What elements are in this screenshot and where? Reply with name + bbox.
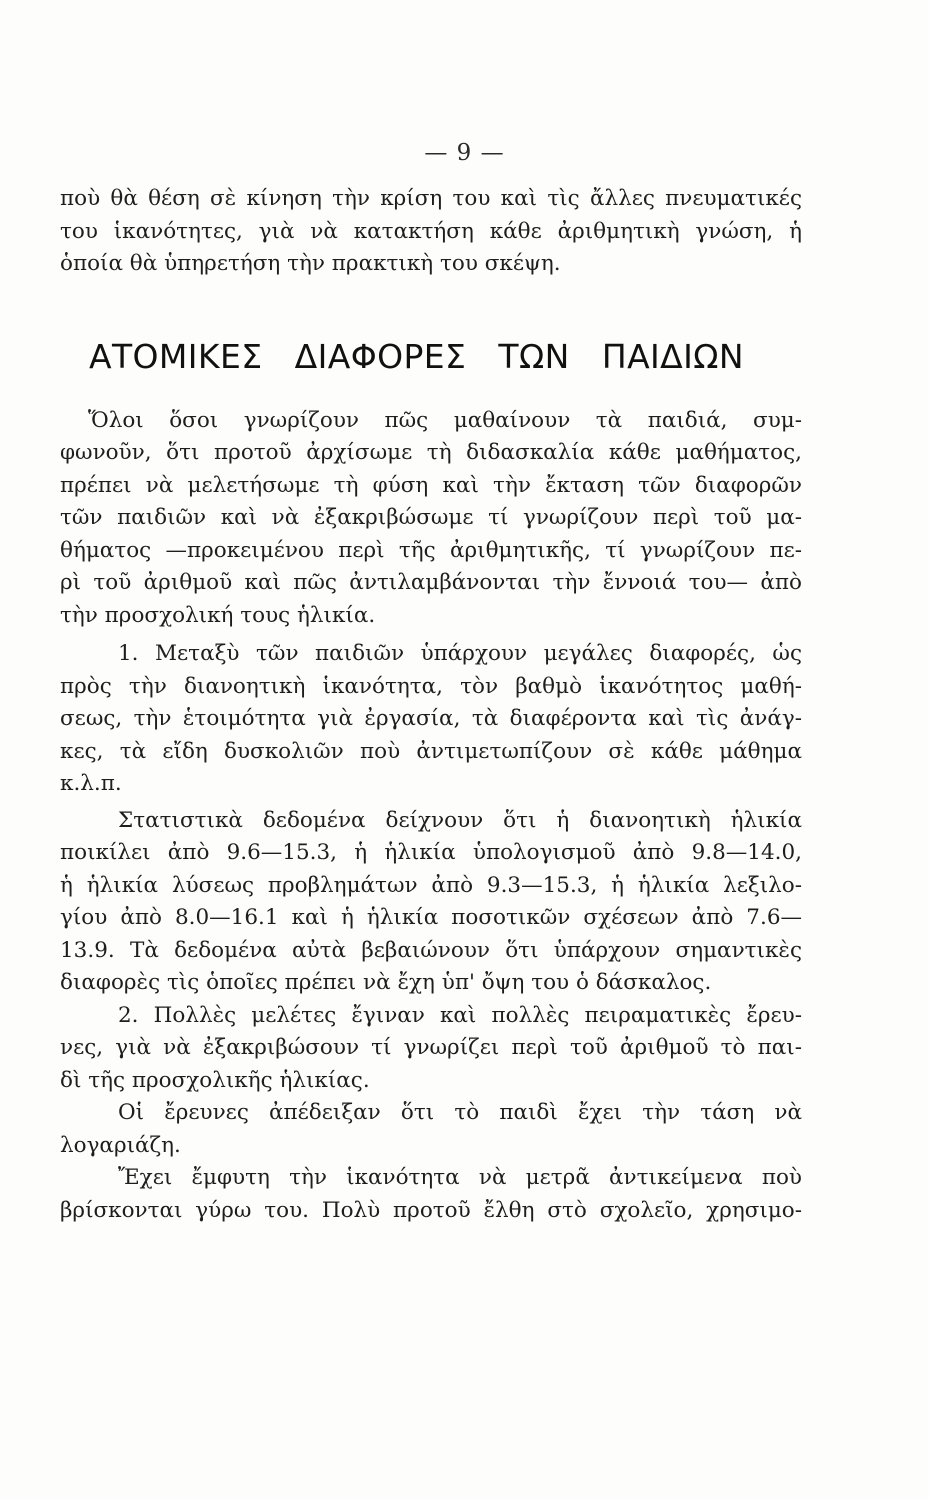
page-number: — 9 — [424, 140, 505, 166]
text-line: ρὶ τοῦ ἀριθμοῦ καὶ πῶς ἀντιλαμβάνονται τὴν ἔννοιά του— ἀπὸ [60, 570, 802, 595]
text-line: νες, γιὰ νὰ ἐξακριβώσουν τί γνωρίζει περὶ τοῦ ἀριθμοῦ τὸ παι- [60, 1035, 802, 1060]
text-line: βρίσκονται γύρω του. Πολὺ προτοῦ ἔλθη στὸ σχολεῖο, χρησιμο- [60, 1197, 802, 1223]
paragraph-individual-differences [60, 405, 802, 633]
text-line: γίου ἀπὸ 8.0—16.1 καὶ ἡ ἡλικία ποσοτικῶν σχέσεων ἀπὸ 7.6— [60, 905, 802, 930]
paragraph-innate-ability [60, 1162, 802, 1227]
section-heading: ΑΤΟΜΙΚΕΣ ΔΙΑΦΟΡΕΣ ΤΩΝ ΠΑΙΔΙΩΝ [89, 336, 744, 376]
page-body [60, 183, 802, 1227]
text-line: 1. Μεταξὺ τῶν παιδιῶν ὑπάρχουν μεγάλες διαφορές, ὡς [118, 641, 802, 666]
text-line: ὁποία θὰ ὑπηρετήση τὴν πρακτικὴ του σκέψη. [60, 251, 561, 276]
text-line: του ἱκανότητες, γιὰ νὰ κατακτήση κάθε ἀριθμητικὴ γνώση, ἡ [60, 218, 802, 244]
paragraph-research [60, 1097, 802, 1162]
text-line: δὶ τῆς προσχολικῆς ἡλικίας. [60, 1067, 370, 1093]
text-line: Στατιστικὰ δεδομένα δείχνουν ὅτι ἡ διανοητικὴ ἡλικία [118, 807, 802, 833]
text-line: κες, τὰ εἴδη δυσκολιῶν ποὺ ἀντιμετωπίζουν σὲ κάθε μάθημα [60, 738, 802, 764]
text-line: Οἱ ἔρευνες ἀπέδειξαν ὅτι τὸ παιδὶ ἔχει τὴν τάση νὰ [118, 1100, 802, 1125]
text-line: διαφορὲς τὶς ὁποῖες πρέπει νὰ ἔχη ὑπ' ὄψη του ὁ δάσκαλος. [60, 970, 712, 995]
text-line: σεως, τὴν ἑτοιμότητα γιὰ ἐργασία, τὰ διαφέροντα καὶ τὶς ἀνάγ- [60, 706, 802, 731]
text-line: ἡ ἡλικία λύσεως προβλημάτων ἀπὸ 9.3—15.3, ἡ ἡλικία λεξιλο- [60, 872, 802, 898]
paragraph-point-2 [60, 1000, 802, 1098]
text-line: τῶν παιδιῶν καὶ νὰ ἐξακριβώσωμε τί γνωρίζουν περὶ τοῦ μα- [60, 505, 802, 530]
text-line: φωνοῦν, ὅτι προτοῦ ἀρχίσωμε τὴ διδασκαλία κάθε μαθήματος, [60, 440, 802, 465]
paragraph-point-1 [60, 638, 802, 801]
text-line: κ.λ.π. [60, 771, 122, 796]
text-line: πρὸς τὴν διανοητικὴ ἱκανότητα, τὸν βαθμὸ ἱκανότητος μαθή- [60, 673, 802, 699]
paragraph-statistics [60, 805, 802, 1000]
text-line: πρέπει νὰ μελετήσωμε τὴ φύση καὶ τὴν ἔκταση τῶν διαφορῶν [60, 472, 802, 498]
text-line: θήματος —προκειμένου περὶ τῆς ἀριθμητικῆς, τί γνωρίζουν πε- [60, 537, 802, 563]
text-line: ποὺ θὰ θέση σὲ κίνηση τὴν κρίση του καὶ τὶς ἄλλες πνευματικές [60, 186, 802, 211]
text-line: λογαριάζη. [60, 1132, 181, 1158]
intro-paragraph [60, 183, 802, 281]
text-line: τὴν προσχολική τους ἡλικία. [60, 602, 376, 628]
text-line: 13.9. Τὰ δεδομένα αὐτὰ βεβαιώνουν ὅτι ὑπάρχουν σημαντικὲς [60, 937, 802, 963]
text-line: 2. Πολλὲς μελέτες ἔγιναν καὶ πολλὲς πειραματικὲς ἔρευ- [118, 1002, 802, 1028]
text-line: ποικίλει ἀπὸ 9.6—15.3, ἡ ἡλικία ὑπολογισμοῦ ἀπὸ 9.8—14.0, [60, 840, 802, 865]
text-line: Ἔχει ἔμφυτη τὴν ἱκανότητα νὰ μετρᾶ ἀντικείμενα ποὺ [118, 1165, 802, 1190]
text-line: Ὅλοι ὅσοι γνωρίζουν πῶς μαθαίνουν τὰ παιδιά, συμ- [88, 407, 802, 433]
